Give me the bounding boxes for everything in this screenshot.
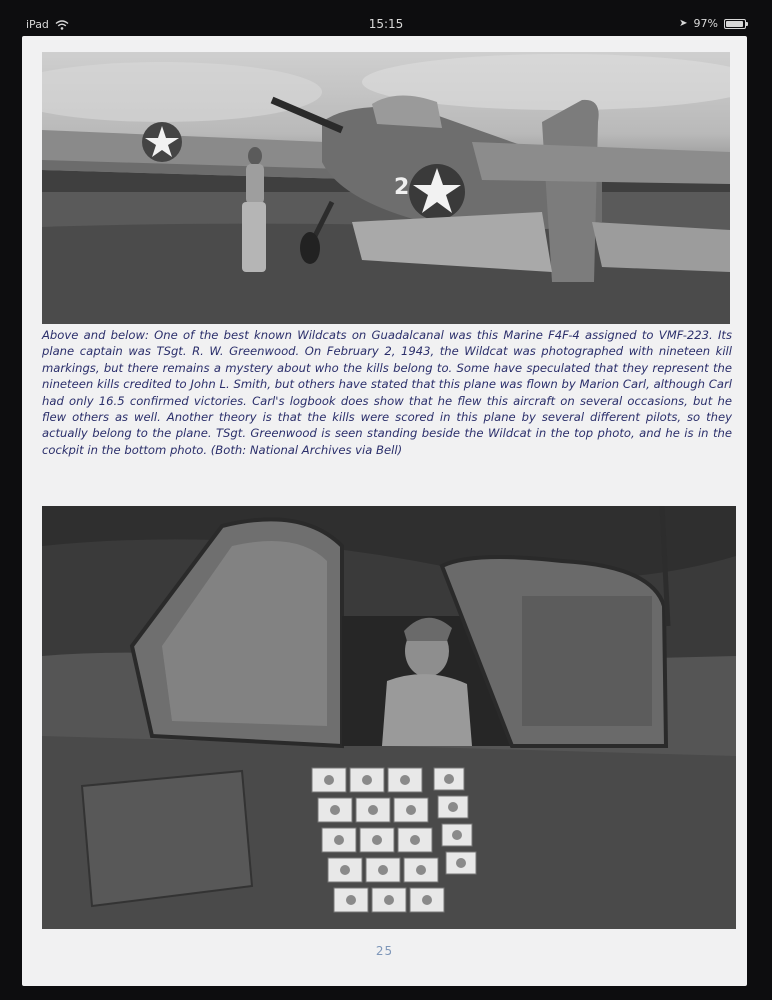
status-right <box>679 17 746 30</box>
device-name: iPad <box>26 18 49 31</box>
book-page <box>22 36 747 986</box>
photo-caption: Above and below: One of the best known Wildcats on Guadalcanal was this Marine F4F-4 assigned to VMF-223. Its plane captain was TSgt. R. W. Greenwood. On February 2, 1943, the Wildcat was photographed with nineteen kill markings, but there remains a mystery about who the kills belong to. Some have speculated that they represent the nineteen kills credited to John L. Smith, but others have stated that this plane was flown by Marion Carl, although Carl had only 16.5 confirmed victories. Carl's logbook does show that he flew this aircraft on several occasions, but he flew others as well. Another theory is that the kills were scored in this plane by several different pilots, so they actually belong to the plane. TSgt. Greenwood is seen standing beside the Wildcat in the top photo, and he is in the cockpit in the bottom photo. (Both: National Archives via Bell) <box>42 328 732 457</box>
top-photo-wildcat[interactable] <box>42 52 730 324</box>
battery-icon <box>724 19 746 29</box>
fuselage-number: 2 <box>394 175 410 200</box>
bottom-photo-cockpit[interactable] <box>42 506 736 929</box>
kill-markings <box>42 506 736 929</box>
status-time: 15:15 <box>368 17 404 31</box>
status-bar <box>0 0 772 40</box>
battery-percent: 97% <box>693 17 718 30</box>
location-arrow-icon: ➤ <box>679 18 688 29</box>
page-number: 25 <box>375 944 394 958</box>
